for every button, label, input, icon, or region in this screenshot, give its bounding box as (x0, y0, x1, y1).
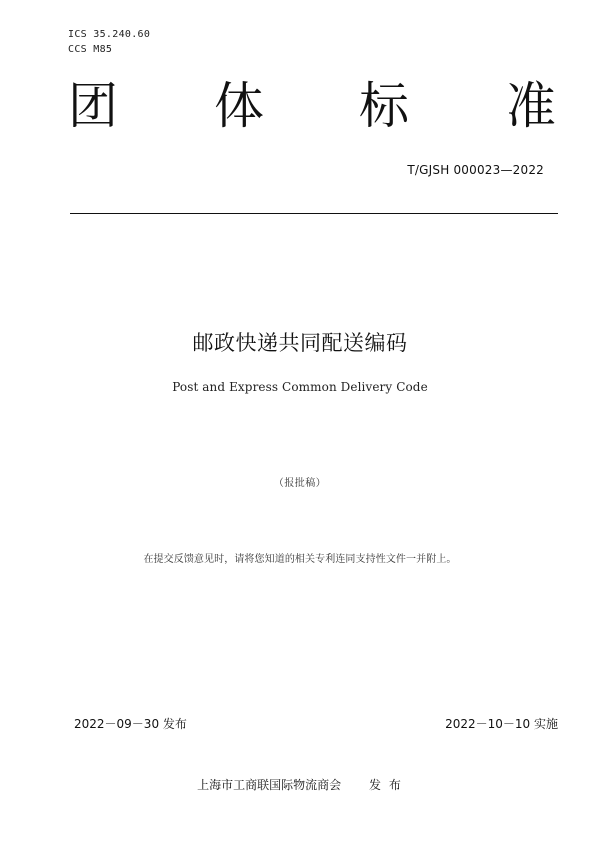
english-title: Post and Express Common Delivery Code (172, 380, 428, 394)
issuer-line (0, 776, 600, 794)
header-separator (70, 213, 558, 214)
ics-code: ICS 35.240.60 (68, 29, 151, 40)
ccs-code: CCS M85 (68, 44, 113, 55)
draft-status: （报批稿） (273, 478, 327, 489)
standard-type-char: 团 (68, 77, 118, 135)
standard-type-heading (68, 76, 556, 136)
standard-type-char: 标 (359, 77, 409, 135)
patent-notice: 在提交反馈意见时，请将您知道的相关专利连同支持性文件一并附上。 (143, 554, 457, 565)
standard-type-char: 准 (506, 77, 556, 135)
issuer-name: 上海市工商联国际物流商会 (197, 778, 342, 792)
classification-codes (68, 27, 150, 57)
standard-number: T/GJSH 000023—2022 (407, 163, 544, 177)
standard-type-char: 体 (214, 77, 264, 135)
issue-label: 发 布 (369, 778, 403, 792)
implement-date: 2022－10－10 实施 (445, 717, 558, 731)
chinese-title: 邮政快递共同配送编码 (192, 331, 408, 355)
publish-date: 2022－09－30 发布 (74, 717, 187, 731)
